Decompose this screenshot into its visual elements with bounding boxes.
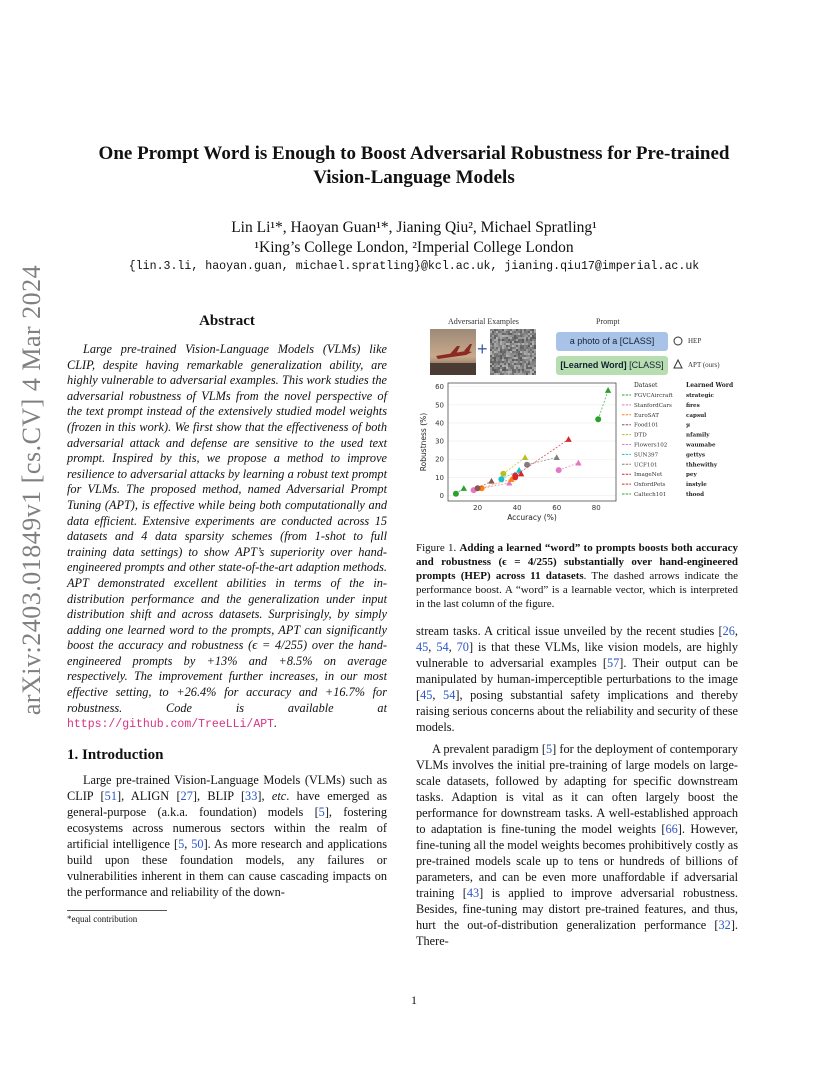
citation-link[interactable]: 5 (318, 804, 325, 819)
legend-header-word: Learned Word (686, 382, 734, 389)
figure-caption (416, 541, 738, 611)
text-run: ], fostering ecosystems across numerous sectors within the realm of artificial intelligence [ (67, 804, 387, 851)
apt-point (575, 460, 581, 466)
author-emails: {lin.3.li, haoyan.guan, michael.spratling}@kcl.ac.uk, jianing.qiu17@imperial.ac.uk (128, 260, 700, 273)
text-run: ], BLIP [ (192, 788, 246, 803)
hep-point (498, 476, 504, 482)
triangle-marker-icon (674, 360, 682, 368)
hep-point (556, 467, 562, 473)
arxiv-stamp: arXiv:2403.01849v1 [cs.CV] 4 Mar 2024 (17, 264, 46, 716)
x-axis-label: Accuracy (%) (507, 513, 557, 522)
plot-frame (448, 383, 616, 501)
text-run: , (428, 640, 437, 654)
italic-text: etc (271, 788, 287, 803)
y-tick-label: 40 (435, 419, 444, 428)
y-tick-label: 50 (435, 401, 444, 410)
legend-header-dataset: Dataset (634, 382, 658, 389)
legend-dataset-name: ImageNet (634, 472, 663, 479)
apt-point (554, 454, 560, 460)
hep-point (475, 485, 481, 491)
text-run: ] is applied to improve adversarial robustness. Besides, fine-tuning may distort pre-trained features, and thus, hurt the out-of-distribution generalization performance [ (416, 886, 738, 932)
title-line-2: Vision-Language Models (313, 167, 515, 188)
y-tick-label: 0 (439, 492, 444, 501)
figure-1 (416, 313, 738, 623)
legend-learned-word: fires (686, 402, 700, 409)
text-run: ]. There- (416, 918, 738, 948)
text-run: ] is that these VLMs, like vision models, are highly vulnerable to adversarial examples [ (416, 640, 738, 670)
citation-link[interactable]: 5 (545, 742, 553, 756)
hep-prompt-box: a photo of a [CLASS] (556, 332, 668, 351)
citation-link[interactable]: 27 (180, 788, 193, 803)
legend-dataset-name: UCF101 (634, 462, 658, 469)
perturbation-noise-image (490, 329, 536, 375)
text-run: , (432, 688, 444, 702)
caption-bold: Adding a learned “word” to prompts boosts both accuracy and robustness (ϵ = 4/255) substantially over hand-engineered prompts (HEP) across 11 datasets (416, 542, 739, 582)
caption-label: Figure 1. (416, 542, 457, 554)
text-run: ]. As more research and applications build upon these foundation models, any failures or vulnerabilities inherent in them can cause cascading impacts on the performance and reliability of the down- (67, 836, 388, 899)
boost-arrow (527, 457, 557, 464)
legend-learned-word: nfamily (686, 432, 710, 439)
adv-examples-label: Adversarial Examples (448, 317, 519, 326)
citation-link[interactable]: 5 (178, 836, 185, 851)
hep-point (595, 416, 601, 422)
x-tick-label: 40 (512, 504, 522, 512)
citation-link[interactable]: 66 (665, 822, 678, 836)
abstract-body: Large pre-trained Vision-Language Models (VLMs) like CLIP, despite having remarkable generalization ability, are highly vulnerable to adversarial examples. This work studies the adversarial robustness of VLMs from the novel perspective of the text prompt instead of the extensively studied model weights (frozen in this work). We first show that the effectiveness of both adversarial attack and defense are sensitive to the used text prompt. Inspired by this, we propose a method to improve resilience to adversarial attacks by learning a robust text prompt for VLMs. The proposed method, named Adversarial Prompt Tuning (APT), is effective while being both computationally and data efficient. Extensive experiments are conducted across 15 datasets and 4 data sparsity schemes (from 1-shot to full training data settings) to show APT’s superiority over hand-engineered prompts and other state-of-the-art adaption methods. APT demonstrated excellent abilities in terms of the in-distribution performance and the generalization under input distribution shift and across datasets. Surprisingly, by simply adding one learned word to the prompts, APT can significantly boost the accuracy and robustness (ϵ = 4/255) over the hand-engineered prompts by +13% and +8.5% on average respectively. The improvement further increases, in our most effective setting, to +26.4% for accuracy and +16.7% for robustness. Code is available at (67, 342, 387, 715)
y-tick-label: 10 (435, 473, 444, 482)
introduction-section (67, 747, 387, 924)
citation-link[interactable]: 51 (104, 788, 117, 803)
y-tick-label: 60 (435, 383, 444, 392)
legend-learned-word: ჯ (686, 422, 691, 429)
apt-learned-word: [Learned Word] (560, 360, 627, 370)
text-run: . have emerged as general-purpose (a.k.a. foundation) models [ (67, 788, 387, 819)
legend-learned-word: thhewithy (686, 462, 718, 469)
title-line-1: One Prompt Word is Enough to Boost Adversarial Robustness for Pre-trained (98, 143, 730, 164)
citation-link[interactable]: 45 (420, 688, 433, 702)
citation-link[interactable]: 57 (606, 656, 620, 670)
apt-point (461, 485, 467, 491)
legend-apt: APT (ours) (688, 361, 720, 369)
airplane-image (430, 329, 476, 375)
hep-point (500, 471, 506, 477)
footnote: *equal contribution (67, 913, 138, 924)
apt-point (522, 454, 528, 460)
paper-title (60, 142, 768, 190)
text-run: ], posing substantial safety implications and thereby raising serious concerns about the reliability and security of these models. (416, 688, 739, 734)
text-run: stream tasks. A critical issue unveiled by the recent studies [ (416, 624, 723, 638)
legend-dataset-name: Food101 (634, 422, 659, 429)
abstract-heading: Abstract (199, 313, 255, 329)
code-link[interactable]: https://github.com/TreeLLi/APT (67, 718, 275, 732)
abstract-text (67, 342, 387, 733)
legend-learned-word: gettys (686, 452, 706, 459)
footnote-rule (67, 910, 167, 911)
hep-point (512, 473, 518, 479)
citation-link[interactable]: 45 (416, 640, 429, 654)
abstract-end: . (274, 716, 278, 731)
legend-dataset-name: DTD (634, 432, 647, 439)
right-column (416, 313, 738, 949)
legend-learned-word: instyle (686, 482, 707, 489)
legend-learned-word: pey (686, 472, 697, 479)
legend-dataset-name: Caltech101 (634, 492, 667, 498)
legend-shapes (672, 334, 686, 374)
legend-learned-word: capsul (686, 412, 707, 419)
text-run: ] for the deployment of contemporary VLMs involves the initial pre-training of large models on large-scale datasets, followed by adapting for specific downstream tasks. Adaption is vital as it can often largely boost the performance for downstream tasks. A well-established approach to adaptation is fine-tuning the model weights [ (416, 742, 738, 836)
text-run: , (184, 836, 192, 851)
boost-arrow (559, 463, 579, 470)
citation-link[interactable]: 50 (191, 836, 204, 851)
circle-marker-icon (674, 337, 682, 345)
author-list: Lin Li¹*, Haoyan Guan¹*, Jianing Qiu², Michael Spratling¹ (231, 219, 597, 236)
right-paragraph-1 (416, 623, 738, 735)
hep-point (453, 491, 459, 497)
page-number: 1 (411, 993, 417, 1007)
robustness-accuracy-chart (416, 379, 738, 529)
hep-point (524, 462, 530, 468)
boost-arrow (482, 479, 512, 488)
citation-link[interactable]: 54 (443, 688, 456, 702)
text-run: ]. However, fine-tuning all the model weights becomes prohibitively costly as pre-trained models scale up to tens or hundreds of billions of parameters, and can be even more unaffordable if adversarial training [ (416, 822, 738, 900)
introduction-heading: 1. Introduction (67, 746, 164, 763)
text-run: , (734, 624, 738, 638)
abstract-section (67, 313, 387, 733)
y-axis-label: Robustness (%) (419, 412, 428, 472)
right-paragraph-2 (416, 741, 738, 949)
legend-hep: HEP (688, 337, 702, 345)
text-run: ], ALIGN [ (116, 788, 181, 803)
prompt-label: Prompt (596, 317, 620, 326)
x-tick-label: 80 (591, 504, 601, 512)
caption-rest: . The dashed arrows indicate the performance boost. A “word” is a learnable vector, which is interpreted in the last column of the figure. (416, 570, 739, 610)
right-column-text (416, 623, 738, 949)
text-run: A prevalent paradigm [ (432, 742, 546, 756)
legend-dataset-name: SUN397 (634, 452, 659, 459)
intro-paragraph (67, 772, 387, 900)
apt-prompt-rest: [CLASS] (626, 360, 664, 370)
apt-point (605, 387, 611, 393)
citation-link[interactable]: 54 (436, 640, 449, 654)
legend-dataset-name: FGVCAircraft (634, 393, 673, 399)
text-run: , (448, 640, 457, 654)
text-run: ], (257, 788, 272, 803)
apt-point (488, 478, 494, 484)
legend-dataset-name: OxfordPets (634, 482, 666, 489)
y-tick-label: 20 (435, 455, 444, 464)
citation-link[interactable]: 26 (722, 624, 735, 638)
legend-dataset-name: StanfordCars (634, 402, 672, 409)
text-run: Large pre-trained Vision-Language Models (VLMs) such as CLIP [ (67, 772, 387, 803)
legend-dataset-name: Flowers102 (634, 442, 668, 449)
citation-link[interactable]: 43 (466, 886, 480, 900)
text-run: ]. Their output can be manipulated by human-imperceptible perturbations to the image [ (416, 656, 738, 702)
left-column (67, 313, 387, 924)
legend-learned-word: thood (686, 492, 705, 498)
apt-prompt-box (556, 356, 668, 375)
arxiv-stamp-container (12, 264, 52, 716)
citation-link[interactable]: 32 (718, 918, 731, 932)
y-tick-label: 30 (435, 437, 444, 446)
authors-block (60, 218, 768, 258)
legend-learned-word: strategic (686, 393, 714, 399)
affiliations: ¹King’s College London, ²Imperial College London (254, 239, 574, 256)
plus-sign: + (477, 339, 488, 359)
citation-link[interactable]: 70 (456, 640, 469, 654)
citation-link[interactable]: 33 (245, 788, 258, 803)
x-tick-label: 60 (552, 504, 562, 512)
legend-dataset-name: EuroSAT (634, 412, 660, 419)
legend-learned-word: waumabe (686, 442, 716, 449)
x-tick-label: 20 (473, 504, 483, 512)
apt-point (565, 436, 571, 442)
